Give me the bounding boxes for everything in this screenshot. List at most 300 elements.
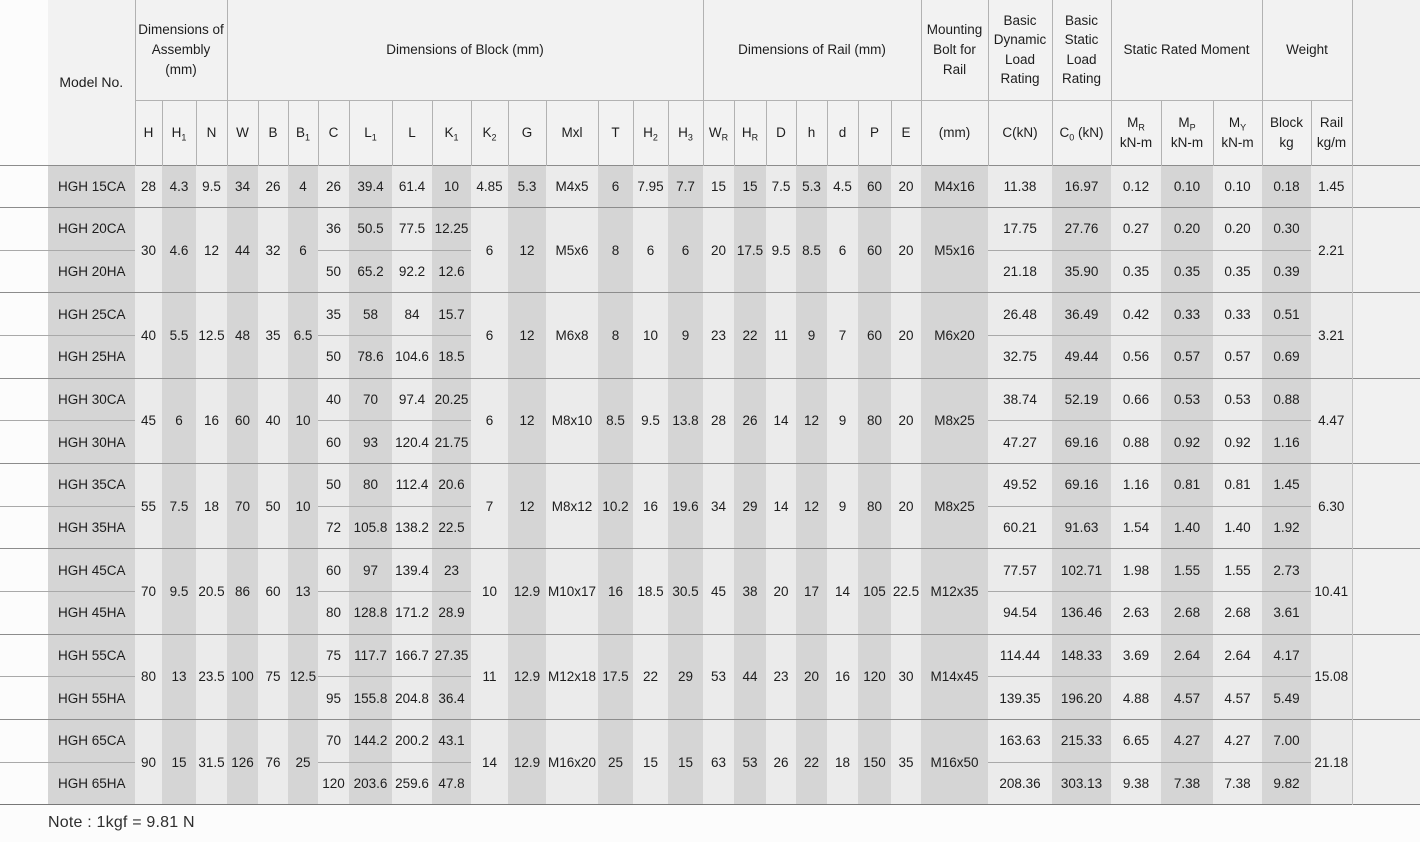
spec-cell: 259.6 <box>392 762 432 805</box>
spec-cell: 16.97 <box>1052 165 1111 208</box>
left-margin-cell <box>0 762 48 805</box>
spec-cell: 20 <box>891 464 921 549</box>
spec-cell: 8 <box>598 293 633 378</box>
spec-cell: 15 <box>734 165 766 208</box>
spec-cell: 60 <box>858 165 891 208</box>
spec-cell: 203.6 <box>349 762 392 805</box>
spec-cell: M5x6 <box>546 208 598 293</box>
right-margin-cell <box>1352 421 1420 464</box>
spec-cell: 9.5 <box>633 378 668 463</box>
spec-cell: 117.7 <box>349 634 392 677</box>
spec-cell: 0.33 <box>1161 293 1213 336</box>
model-cell: HGH 45HA <box>48 592 135 635</box>
table-row <box>0 634 1420 677</box>
column-header: $C_0$ (kN) <box>1052 100 1111 165</box>
table-row <box>0 464 1420 507</box>
spec-cell: 1.55 <box>1213 549 1262 592</box>
left-margin-cell <box>0 592 48 635</box>
column-header: $M_Y$ kN-m <box>1213 100 1262 165</box>
spec-cell: 196.20 <box>1052 677 1111 720</box>
spec-cell: M10x17 <box>546 549 598 634</box>
spec-cell: 25 <box>598 720 633 805</box>
spec-cell: 18 <box>827 720 858 805</box>
spec-cell: 8 <box>598 208 633 293</box>
spec-cell: 97.4 <box>392 378 432 421</box>
spec-cell: 50 <box>258 464 288 549</box>
spec-cell: 15 <box>703 165 734 208</box>
spec-cell: 22 <box>796 720 827 805</box>
spec-cell: 12.5 <box>196 293 227 378</box>
model-cell: HGH 55HA <box>48 677 135 720</box>
spec-cell: 0.18 <box>1262 165 1311 208</box>
spec-cell: 0.92 <box>1213 421 1262 464</box>
spec-cell: 136.46 <box>1052 592 1111 635</box>
spec-cell: 52.19 <box>1052 378 1111 421</box>
spec-cell: 50 <box>318 336 349 379</box>
right-margin-cell <box>1352 250 1420 293</box>
column-header: $K_2$ <box>471 100 508 165</box>
spec-cell: 6.65 <box>1111 720 1161 763</box>
spec-cell: 15.08 <box>1311 634 1352 719</box>
right-margin-cell <box>1352 634 1420 677</box>
column-header: $L_1$ <box>349 100 392 165</box>
spec-cell: 1.16 <box>1262 421 1311 464</box>
spec-cell: 15 <box>668 720 703 805</box>
spec-cell: 139.4 <box>392 549 432 592</box>
spec-cell: 200.2 <box>392 720 432 763</box>
spec-cell: 23 <box>766 634 796 719</box>
spec-cell: 9.38 <box>1111 762 1161 805</box>
spec-cell: 3.69 <box>1111 634 1161 677</box>
spec-cell: 16 <box>827 634 858 719</box>
spec-cell: 148.33 <box>1052 634 1111 677</box>
column-header: T <box>598 100 633 165</box>
spec-cell: 17 <box>796 549 827 634</box>
column-group-header: Dimensions of Block (mm) <box>227 0 703 100</box>
spec-cell: 0.35 <box>1213 250 1262 293</box>
spec-cell: 26 <box>766 720 796 805</box>
column-header: h <box>796 100 827 165</box>
spec-cell: 7.95 <box>633 165 668 208</box>
spec-cell: 1.40 <box>1161 506 1213 549</box>
spec-cell: 0.12 <box>1111 165 1161 208</box>
spec-cell: 10 <box>288 378 318 463</box>
spec-cell: 12.9 <box>508 720 546 805</box>
spec-cell: 35 <box>318 293 349 336</box>
spec-cell: 7.7 <box>668 165 703 208</box>
spec-cell: 4.6 <box>162 208 196 293</box>
spec-cell: 78.6 <box>349 336 392 379</box>
spec-cell: 80 <box>858 464 891 549</box>
spec-cell: 23 <box>432 549 471 592</box>
spec-cell: 4.47 <box>1311 378 1352 463</box>
model-cell: HGH 20CA <box>48 208 135 251</box>
left-margin-cell <box>0 293 48 336</box>
spec-cell: 43.1 <box>432 720 471 763</box>
spec-cell: 58 <box>349 293 392 336</box>
spec-cell: 61.4 <box>392 165 432 208</box>
spec-cell: 10.41 <box>1311 549 1352 634</box>
column-header: H <box>135 100 162 165</box>
column-header: $H_1$ <box>162 100 196 165</box>
spec-cell: 150 <box>858 720 891 805</box>
spec-cell: 12 <box>796 378 827 463</box>
column-header: $H_2$ <box>633 100 668 165</box>
column-header: $M_P$ kN-m <box>1161 100 1213 165</box>
spec-cell: 70 <box>227 464 258 549</box>
spec-cell: 10 <box>432 165 471 208</box>
spec-cell: 80 <box>318 592 349 635</box>
spec-cell: 10 <box>288 464 318 549</box>
spec-cell: 0.51 <box>1262 293 1311 336</box>
spec-cell: 1.54 <box>1111 506 1161 549</box>
spec-cell: 6 <box>288 208 318 293</box>
spec-cell: 26 <box>318 165 349 208</box>
spec-cell: 0.53 <box>1161 378 1213 421</box>
right-margin-cell <box>1352 720 1420 763</box>
spec-cell: 6 <box>471 378 508 463</box>
left-margin-cell <box>0 378 48 421</box>
spec-cell: 65.2 <box>349 250 392 293</box>
column-header: $H_3$ <box>668 100 703 165</box>
spec-cell: 4.88 <box>1111 677 1161 720</box>
spec-cell: 14 <box>766 464 796 549</box>
spec-cell: 12.9 <box>508 634 546 719</box>
column-header: Block kg <box>1262 100 1311 165</box>
spec-cell: 4 <box>288 165 318 208</box>
spec-cell: 6 <box>162 378 196 463</box>
column-group-header: Basic Static Load Rating <box>1052 0 1111 100</box>
spec-cell: 30.5 <box>668 549 703 634</box>
column-header: C <box>318 100 349 165</box>
spec-cell: 155.8 <box>349 677 392 720</box>
spec-cell: 105.8 <box>349 506 392 549</box>
spec-cell: 40 <box>318 378 349 421</box>
spec-cell: 2.63 <box>1111 592 1161 635</box>
spec-cell: 20 <box>796 634 827 719</box>
left-margin-cell <box>0 464 48 507</box>
spec-cell: 55 <box>135 464 162 549</box>
left-margin-cell <box>0 250 48 293</box>
spec-cell: 22.5 <box>891 549 921 634</box>
spec-cell: 50 <box>318 464 349 507</box>
spec-cell: 92.2 <box>392 250 432 293</box>
model-cell: HGH 65HA <box>48 762 135 805</box>
spec-cell: 60 <box>318 549 349 592</box>
spec-cell: 23 <box>703 293 734 378</box>
spec-cell: 34 <box>703 464 734 549</box>
spec-cell: 0.81 <box>1213 464 1262 507</box>
spec-cell: 7 <box>471 464 508 549</box>
column-header: C(kN) <box>988 100 1052 165</box>
spec-cell: 2.73 <box>1262 549 1311 592</box>
spec-cell: 1.16 <box>1111 464 1161 507</box>
column-header: $B_1$ <box>288 100 318 165</box>
spec-cell: 47.27 <box>988 421 1052 464</box>
spec-cell: 40 <box>258 378 288 463</box>
spec-cell: 30 <box>891 634 921 719</box>
right-margin-cell <box>1352 464 1420 507</box>
spec-cell: 126 <box>227 720 258 805</box>
spec-cell: M8x12 <box>546 464 598 549</box>
spec-cell: 76 <box>258 720 288 805</box>
column-header: d <box>827 100 858 165</box>
left-margin-cell <box>0 634 48 677</box>
spec-cell: 12.25 <box>432 208 471 251</box>
spec-cell: 17.5 <box>734 208 766 293</box>
spec-cell: 0.20 <box>1161 208 1213 251</box>
spec-cell: 5.3 <box>796 165 827 208</box>
spec-cell: 80 <box>349 464 392 507</box>
spec-cell: 0.39 <box>1262 250 1311 293</box>
spec-cell: 208.36 <box>988 762 1052 805</box>
spec-cell: M8x25 <box>921 464 988 549</box>
column-group-header: Static Rated Moment <box>1111 0 1262 100</box>
spec-cell: 9.5 <box>196 165 227 208</box>
spec-cell: 45 <box>135 378 162 463</box>
spec-cell: 17.5 <box>598 634 633 719</box>
spec-cell: 15 <box>162 720 196 805</box>
spec-cell: M12x18 <box>546 634 598 719</box>
right-margin-cell <box>1352 165 1420 208</box>
spec-cell: 11 <box>471 634 508 719</box>
spec-cell: 12 <box>796 464 827 549</box>
spec-cell: 44 <box>734 634 766 719</box>
spec-cell: 0.56 <box>1111 336 1161 379</box>
spec-cell: M8x10 <box>546 378 598 463</box>
spec-cell: 9 <box>827 378 858 463</box>
spec-cell: 20 <box>766 549 796 634</box>
spec-cell: 90 <box>135 720 162 805</box>
spec-cell: 16 <box>598 549 633 634</box>
spec-cell: 28 <box>135 165 162 208</box>
spec-cell: 6.5 <box>288 293 318 378</box>
spec-cell: 9 <box>827 464 858 549</box>
right-margin-cell <box>1352 677 1420 720</box>
spec-cell: M12x35 <box>921 549 988 634</box>
spec-cell: 2.21 <box>1311 208 1352 293</box>
spec-cell: 12.6 <box>432 250 471 293</box>
spec-cell: 0.35 <box>1111 250 1161 293</box>
spec-cell: 12.9 <box>508 549 546 634</box>
spec-cell: 1.55 <box>1161 549 1213 592</box>
table-row <box>0 208 1420 251</box>
spec-cell: 12.5 <box>288 634 318 719</box>
spec-cell: 25 <box>288 720 318 805</box>
spec-cell: 35 <box>891 720 921 805</box>
spec-cell: 5.5 <box>162 293 196 378</box>
spec-cell: 28.9 <box>432 592 471 635</box>
note-text: Note : 1kgf = 9.81 N <box>48 814 195 832</box>
spec-cell: 20 <box>891 293 921 378</box>
column-group-header: Basic Dynamic Load Rating <box>988 0 1052 100</box>
model-cell: HGH 65CA <box>48 720 135 763</box>
column-header: $K_1$ <box>432 100 471 165</box>
spec-cell: 7.00 <box>1262 720 1311 763</box>
spec-cell: M16x50 <box>921 720 988 805</box>
spec-cell: 100 <box>227 634 258 719</box>
left-margin-cell <box>0 165 48 208</box>
spec-cell: 77.5 <box>392 208 432 251</box>
spec-cell: 13 <box>162 634 196 719</box>
spec-cell: 14 <box>827 549 858 634</box>
spec-cell: 60 <box>318 421 349 464</box>
model-cell: HGH 30CA <box>48 378 135 421</box>
spec-cell: 0.42 <box>1111 293 1161 336</box>
spec-cell: 0.66 <box>1111 378 1161 421</box>
spec-cell: 15 <box>633 720 668 805</box>
spec-cell: 22 <box>734 293 766 378</box>
spec-cell: 29 <box>734 464 766 549</box>
spec-cell: 21.18 <box>988 250 1052 293</box>
spec-cell: 14 <box>471 720 508 805</box>
spec-cell: 171.2 <box>392 592 432 635</box>
model-cell: HGH 25CA <box>48 293 135 336</box>
spec-cell: 144.2 <box>349 720 392 763</box>
right-margin-cell <box>1352 549 1420 592</box>
spec-cell: 0.10 <box>1161 165 1213 208</box>
table-row <box>0 720 1420 763</box>
spec-cell: 75 <box>258 634 288 719</box>
spec-cell: 20 <box>703 208 734 293</box>
spec-cell: 0.92 <box>1161 421 1213 464</box>
model-cell: HGH 15CA <box>48 165 135 208</box>
spec-cell: 60.21 <box>988 506 1052 549</box>
spec-cell: 0.88 <box>1111 421 1161 464</box>
table-row <box>0 165 1420 208</box>
spec-cell: 21.75 <box>432 421 471 464</box>
spec-cell: 86 <box>227 549 258 634</box>
spec-cell: 20.5 <box>196 549 227 634</box>
right-margin-cell <box>1352 762 1420 805</box>
spec-cell: 9 <box>796 293 827 378</box>
spec-cell: 4.27 <box>1161 720 1213 763</box>
spec-cell: 0.57 <box>1161 336 1213 379</box>
spec-cell: M8x25 <box>921 378 988 463</box>
table-row <box>0 378 1420 421</box>
spec-cell: 166.7 <box>392 634 432 677</box>
spec-cell: 11 <box>766 293 796 378</box>
spec-cell: 4.3 <box>162 165 196 208</box>
spec-cell: 40 <box>135 293 162 378</box>
spec-cell: 4.27 <box>1213 720 1262 763</box>
spec-cell: 60 <box>227 378 258 463</box>
column-header: E <box>891 100 921 165</box>
spec-cell: 44 <box>227 208 258 293</box>
spec-cell: 4.57 <box>1213 677 1262 720</box>
spec-cell: 112.4 <box>392 464 432 507</box>
spec-cell: 3.21 <box>1311 293 1352 378</box>
spec-cell: 0.20 <box>1213 208 1262 251</box>
right-margin-cell <box>1352 293 1420 336</box>
spec-cell: 10 <box>471 549 508 634</box>
spec-cell: 2.64 <box>1161 634 1213 677</box>
spec-cell: 1.45 <box>1311 165 1352 208</box>
header-group-row <box>0 0 1420 100</box>
column-group-header: Dimensions of Rail (mm) <box>703 0 921 100</box>
spec-cell: 12 <box>508 293 546 378</box>
spec-cell: 1.45 <box>1262 464 1311 507</box>
spec-cell: 49.52 <box>988 464 1052 507</box>
spec-cell: 120 <box>858 634 891 719</box>
spec-cell: 6 <box>471 293 508 378</box>
column-header: Mxl <box>546 100 598 165</box>
spec-cell: 16 <box>196 378 227 463</box>
spec-cell: 38.74 <box>988 378 1052 421</box>
spec-cell: 6 <box>471 208 508 293</box>
spec-cell: 27.76 <box>1052 208 1111 251</box>
spec-cell: 10.2 <box>598 464 633 549</box>
spec-cell: 9.5 <box>162 549 196 634</box>
spec-cell: 13.8 <box>668 378 703 463</box>
spec-cell: 36 <box>318 208 349 251</box>
spec-cell: 49.44 <box>1052 336 1111 379</box>
spec-cell: 18 <box>196 464 227 549</box>
left-margin-cell <box>0 677 48 720</box>
spec-cell: 138.2 <box>392 506 432 549</box>
spec-cell: 32 <box>258 208 288 293</box>
spec-cell: 114.44 <box>988 634 1052 677</box>
spec-cell: 60 <box>858 293 891 378</box>
spec-cell: 28 <box>703 378 734 463</box>
spec-cell: 53 <box>703 634 734 719</box>
model-cell: HGH 25HA <box>48 336 135 379</box>
spec-cell: 4.57 <box>1161 677 1213 720</box>
spec-cell: 0.88 <box>1262 378 1311 421</box>
spec-cell: 84 <box>392 293 432 336</box>
spec-cell: 50.5 <box>349 208 392 251</box>
spec-cell: 9 <box>668 293 703 378</box>
spec-cell: 53 <box>734 720 766 805</box>
spec-cell: 31.5 <box>196 720 227 805</box>
column-header: G <box>508 100 546 165</box>
spec-cell: 36.4 <box>432 677 471 720</box>
table-row <box>0 549 1420 592</box>
column-header: L <box>392 100 432 165</box>
model-cell: HGH 45CA <box>48 549 135 592</box>
spec-cell: 1.92 <box>1262 506 1311 549</box>
left-margin-cell <box>0 336 48 379</box>
spec-cell: 34 <box>227 165 258 208</box>
spec-cell: 80 <box>858 378 891 463</box>
spec-cell: 7.5 <box>766 165 796 208</box>
spec-cell: 38 <box>734 549 766 634</box>
spec-cell: 1.98 <box>1111 549 1161 592</box>
spec-cell: 139.35 <box>988 677 1052 720</box>
model-cell: HGH 35HA <box>48 506 135 549</box>
spec-cell: 0.81 <box>1161 464 1213 507</box>
table-row <box>0 293 1420 336</box>
spec-cell: 4.17 <box>1262 634 1311 677</box>
spec-cell: 63 <box>703 720 734 805</box>
spec-cell: 26 <box>258 165 288 208</box>
spec-cell: M6x8 <box>546 293 598 378</box>
spec-cell: 5.3 <box>508 165 546 208</box>
spec-cell: 75 <box>318 634 349 677</box>
spec-cell: 215.33 <box>1052 720 1111 763</box>
spec-cell: 11.38 <box>988 165 1052 208</box>
column-group-header: Mounting Bolt for Rail <box>921 0 988 100</box>
model-column-header: Model No. <box>48 0 135 165</box>
spec-cell: 13 <box>288 549 318 634</box>
spec-cell: 95 <box>318 677 349 720</box>
spec-cell: M16x20 <box>546 720 598 805</box>
spec-cell: 12 <box>508 464 546 549</box>
column-header: D <box>766 100 796 165</box>
spec-cell: 5.49 <box>1262 677 1311 720</box>
spec-cell: 120 <box>318 762 349 805</box>
spec-cell: 0.53 <box>1213 378 1262 421</box>
